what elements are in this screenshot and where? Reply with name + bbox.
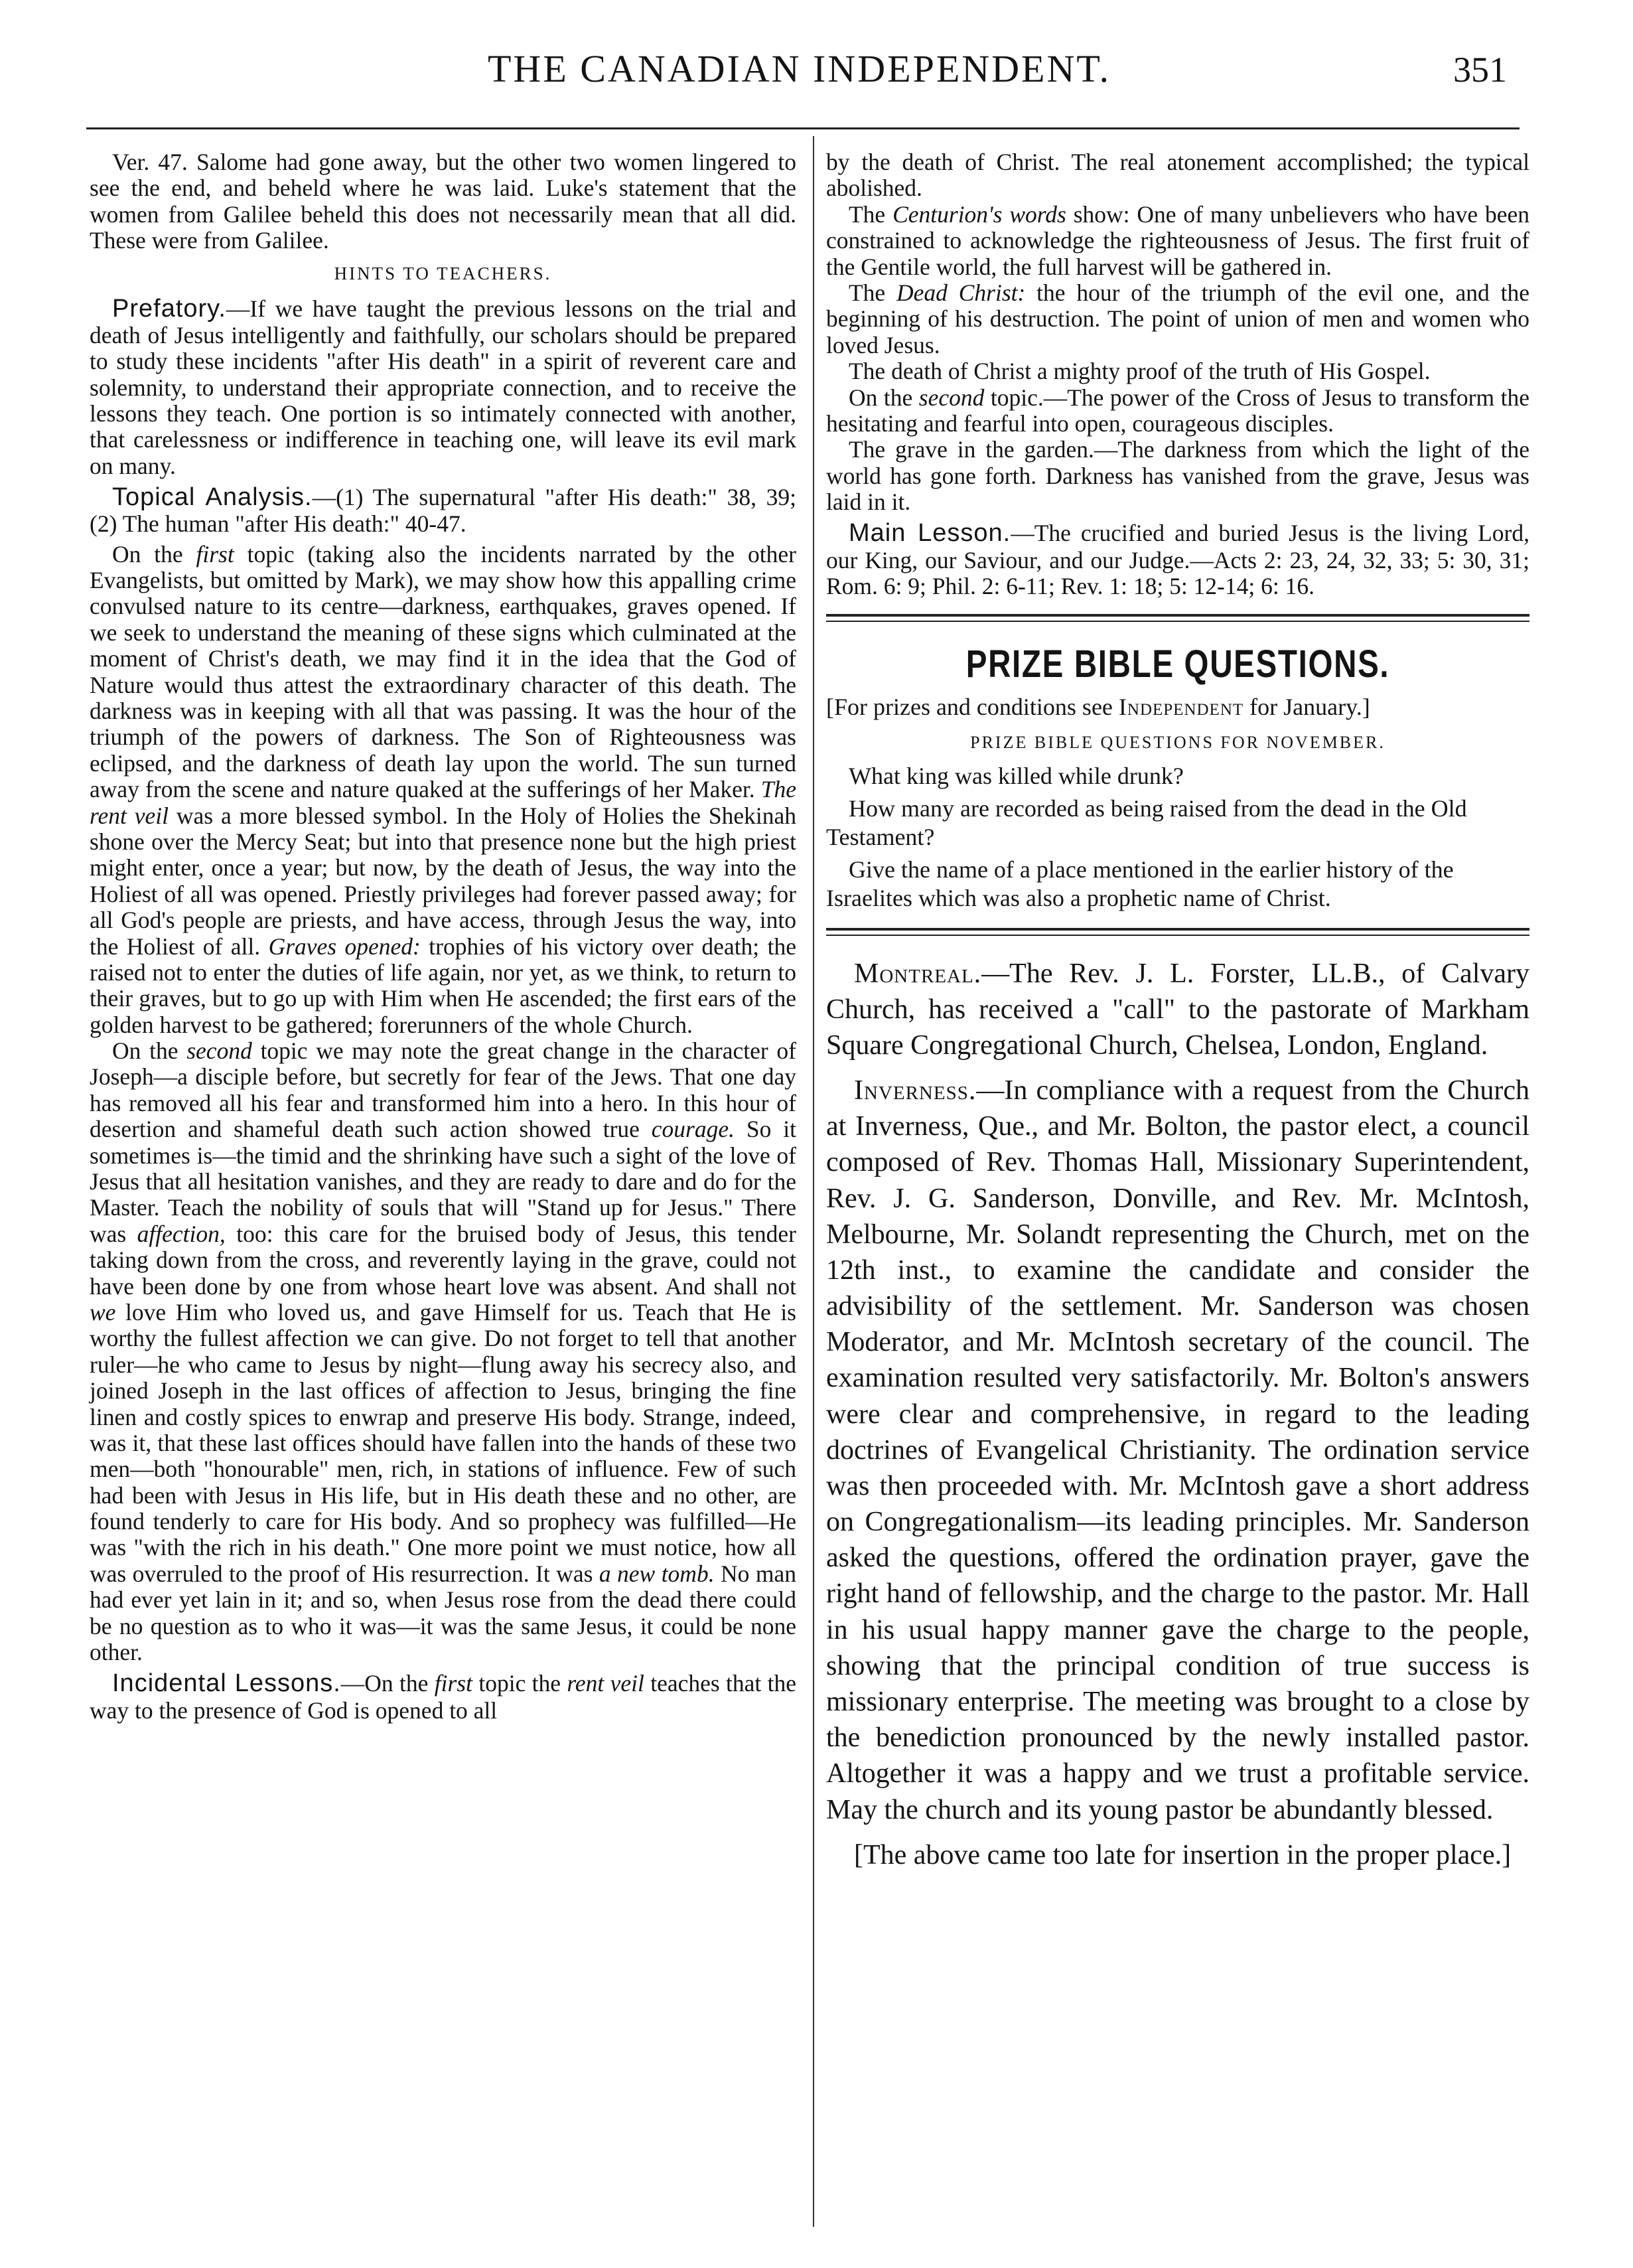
second-topic-text: So it sometimes is—the timid and the shrinking have such a sight of the love of Jesus that all hesitation vanishes, and they are ready to dare and do for the Master. Teach the nobility of souls that will "Stand up for Jesus." There was bbox=[90, 1116, 796, 1247]
new-tomb-emphasis: a new tomb. bbox=[599, 1560, 715, 1587]
centurion-emphasis: Centurion's words bbox=[892, 200, 1066, 228]
verse-47-paragraph: Ver. 47. Salome had gone away, but the other two women lingered to see the end, and beheld where he was laid. Luke's statement that the women from Galilee beheld this does not necessarily mean that all did. These were from Galilee. bbox=[90, 149, 796, 254]
main-lesson-paragraph bbox=[826, 519, 1529, 599]
montreal-label: Montreal. bbox=[854, 958, 982, 989]
second-note-emphasis: second bbox=[918, 384, 985, 411]
second-topic-paragraph bbox=[90, 1038, 796, 1665]
prefatory-paragraph bbox=[90, 295, 796, 480]
incidental-text: topic the bbox=[472, 1670, 567, 1697]
centurion-text: show: One of many unbelievers who have been constrained to acknowledge the righteousness of Jesus. The first fruit of the Gentile world, the full harvest will be gathered in. bbox=[826, 200, 1529, 280]
incidental-text: teaches that the way to the presence of God is opened to all bbox=[90, 1670, 797, 1724]
dead-christ-text: the hour of the triumph of the evil one, and the beginning of his destruction. The point of union of men and women who loved Jesus. bbox=[826, 279, 1529, 358]
section-rule bbox=[826, 614, 1529, 622]
prize-note-smallcaps: Independent bbox=[1118, 694, 1244, 721]
section-rule bbox=[826, 928, 1529, 936]
incidental-label: Incidental Lessons. bbox=[112, 1669, 341, 1698]
header-rule bbox=[86, 127, 1520, 129]
second-topic-text: love Him who loved us, and gave Himself for us. Teach that He is worthy the fullest affection we can give. Do not forget to tell that another ruler—he who came to Jesus by night—flung away his secrecy also, and joined Joseph in the last offices of affection to Jesus, bringing the fine linen and costly spices to enwrap and preserve His body. Strange, indeed, was it, that these last offices should have fallen into the hands of these two men—both "honourable" men, rich, in stations of influence. Few of such had been with Jesus in His life, but in His death these and no other, are found tenderly to care for His body. And so prophecy was fulfilled—He was "with the rich in his death." One more point we must notice, how all was overruled to the proof of His resurrection. It was bbox=[90, 1298, 796, 1587]
second-topic-text: On the bbox=[112, 1037, 187, 1065]
centurion-paragraph bbox=[826, 202, 1529, 280]
dead-christ-paragraph bbox=[826, 280, 1529, 358]
montreal-text: —The Rev. J. L. Forster, LL.B., of Calvary Church, has received a "call" to the pastorate of Markham Square Congregational Church, Chelsea, London, England. bbox=[826, 958, 1529, 1061]
continuation-paragraph: by the death of Christ. The real atonement accomplished; the typical abolished. bbox=[826, 149, 1529, 202]
first-topic-paragraph bbox=[90, 542, 796, 1038]
right-column bbox=[826, 149, 1529, 1873]
prefatory-text: —If we have taught the previous lessons on the trial and death of Jesus intelligently and faithfully, our scholars should be prepared to study these incidents "after His death" in a spirit of reverent care and solemnity, to understand their appropriate connection, and to receive the lessons they teach. One portion is so intimately connected with another, that carelessness or indifference in teaching one, will leave its evil mark on many. bbox=[90, 295, 796, 479]
first-topic-text: On the bbox=[112, 540, 196, 567]
prize-note-text: for January.] bbox=[1243, 694, 1370, 721]
we-emphasis: we bbox=[90, 1298, 116, 1325]
second-topic-text: too: this care for the bruised body of Jesus, this tender taking down from the cross, and reverently laying in the grave, could not have been done by one from whose heart love was absent. And shall not bbox=[90, 1220, 796, 1300]
dead-christ-text: The bbox=[849, 279, 897, 306]
main-lesson-text: —The crucified and buried Jesus is the living Lord, our King, our Saviour, and our Judge.—Acts 2: 23, 24, 32, 33; 5: 30, 31; Rom. 6: 9; Phil. 2: 6-11; Rev. 1: 18; 5: 12-14; 6: 16. bbox=[826, 520, 1530, 600]
topical-text: —(1) The supernatural "after His death:" 38, 39; (2) The human "after His death:" 40-47. bbox=[90, 484, 796, 538]
prize-note bbox=[826, 693, 1529, 721]
topical-label: Topical Analysis. bbox=[112, 483, 313, 512]
second-topic-note bbox=[826, 385, 1529, 437]
first-topic-text: topic (taking also the incidents narrated by the other Evangelists, but omitted by Mark), we may show how this appalling crime convulsed nature to its centre—darkness, earthquakes, graves opened. If we seek to understand the meaning of these signs which culminated at the moment of Christ's death, we may find it in the idea that the God of Nature would thus attest the extraordinary character of this death. The darkness was in keeping with all that was passing. It was the hour of the triumph of the powers of darkness. The Son of Righteousness was eclipsed, and the darkness of death lay upon the world. The sun turned away from the scene and nature quaked at the sufferings of her Maker. bbox=[90, 540, 796, 803]
inverness-paragraph bbox=[826, 1073, 1529, 1828]
column-divider bbox=[813, 136, 814, 2227]
first-topic-text: trophies of his victory over death; the raised not to enter the duties of life again, nor yet, as we think, to return to their graves, but to go up with Him when He ascended; the first ears of the golden harvest to be gathered; forerunners of the whole Church. bbox=[90, 933, 796, 1038]
second-note-text: topic.—The power of the Cross of Jesus to transform the hesitating and fearful into open, courageous disciples. bbox=[826, 384, 1529, 437]
graves-opened-emphasis: Graves opened: bbox=[268, 933, 421, 960]
second-topic-text: No man had ever yet lain in it; and so, when Jesus rose from the dead there could be no question as to who it was—it was the same Jesus, it could be none other. bbox=[90, 1560, 796, 1666]
affection-emphasis: affection, bbox=[137, 1220, 226, 1247]
courage-emphasis: courage. bbox=[651, 1116, 735, 1143]
prize-subheading: PRIZE BIBLE QUESTIONS FOR NOVEMBER. bbox=[970, 732, 1385, 752]
inverness-label: Inverness. bbox=[854, 1075, 977, 1106]
page-header bbox=[0, 40, 1633, 113]
incidental-paragraph bbox=[90, 1669, 796, 1724]
rent-veil-emphasis: rent veil bbox=[567, 1670, 644, 1697]
incidental-text: —On the bbox=[340, 1670, 435, 1697]
page-number: 351 bbox=[1453, 50, 1507, 90]
prefatory-label: Prefatory. bbox=[112, 294, 226, 323]
topical-paragraph bbox=[90, 483, 796, 538]
prize-question: How many are recorded as being raised from the dead in the Old Testament? bbox=[826, 794, 1467, 850]
rent-veil-emphasis: The rent veil bbox=[90, 776, 796, 829]
centurion-text: The bbox=[849, 200, 893, 228]
first-topic-emphasis: first bbox=[196, 540, 234, 567]
incidental-emphasis: first bbox=[434, 1670, 472, 1697]
prize-note-text: [For prizes and conditions see bbox=[826, 694, 1119, 721]
left-column bbox=[90, 149, 796, 1724]
grave-paragraph: The grave in the garden.—The darkness from which the light of the world has gone forth. Darkness has vanished from the grave, Jesus was laid in it. bbox=[826, 436, 1529, 516]
running-title: THE CANADIAN INDEPENDENT. bbox=[488, 47, 1111, 90]
late-note: [The above came too late for insertion in the proper place.] bbox=[854, 1839, 1512, 1870]
second-topic-text: topic we may note the great change in the character of Joseph—a disciple before, but secretly for fear of the Jews. That one day has removed all his fear and transformed him into a hero. In this hour of desertion and shameful death such action showed true bbox=[90, 1037, 796, 1143]
death-proof-paragraph: The death of Christ a mighty proof of the truth of His Gospel. bbox=[849, 358, 1431, 385]
prize-heading: PRIZE BIBLE QUESTIONS. bbox=[965, 643, 1390, 686]
prize-question: What king was killed while drunk? bbox=[849, 762, 1184, 789]
second-note-text: On the bbox=[849, 384, 919, 411]
first-topic-text: was a more blessed symbol. In the Holy of Holies the Shekinah shone over the Mercy Seat; but into that presence none but the high priest might enter, once a year; but now, by the death of Jesus, the way into the Holiest of all was opened. Priestly privileges had forever passed away; for all God's people are priests, and have access, through Jesus the way, into the Holiest of all. bbox=[90, 802, 796, 960]
dead-christ-emphasis: Dead Christ: bbox=[896, 279, 1026, 306]
main-lesson-label: Main Lesson. bbox=[849, 519, 1011, 548]
second-topic-emphasis: second bbox=[186, 1037, 252, 1065]
inverness-text: —In compliance with a request from the Church at Inverness, Que., and Mr. Bolton, the pastor elect, a council composed of Rev. Thomas Hall, Missionary Superintendent, Rev. J. G. Sanderson, Donville, and Rev. Mr. McIntosh, Melbourne, Mr. Solandt representing the Church, met on the 12th inst., to examine the candidate and consider the advisibility of the settlement. Mr. Sanderson was chosen Moderator, and Mr. McIntosh secretary of the council. The examination resulted very satisfactorily. Mr. Bolton's answers were clear and comprehensive, in regard to the leading doctrines of Evangelical Christianity. The ordination service was then proceeded with. Mr. McIntosh gave a short address on Congregationalism—its leading principles. Mr. Sanderson asked the questions, offered the ordination prayer, gave the right hand of fellowship, and the charge to the pastor. Mr. Hall in his usual happy manner gave the charge to the people, showing that the principal condition of true success is missionary enterprise. The meeting was brought to a close by the benediction pronounced by the newly installed pastor. Altogether it was a happy and we trust a profitable service. May the church and its young pastor be abundantly blessed. bbox=[826, 1075, 1529, 1825]
prize-question: Give the name of a place mentioned in the earlier history of the Israelites which was also a prophetic name of Christ. bbox=[826, 856, 1454, 912]
hints-heading: HINTS TO TEACHERS. bbox=[334, 263, 552, 283]
montreal-paragraph bbox=[826, 956, 1529, 1064]
